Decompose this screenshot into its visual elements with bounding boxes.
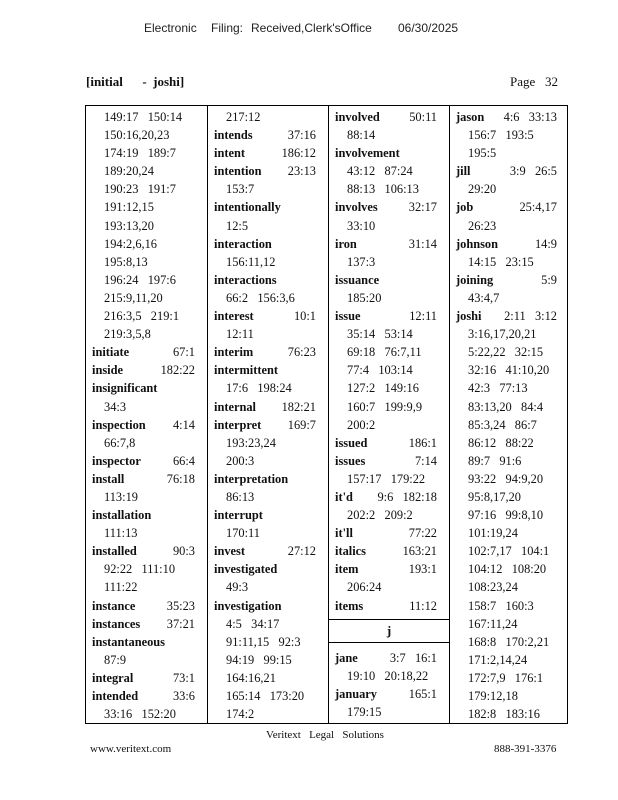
index-term: issue bbox=[335, 309, 361, 324]
page-reference: 76:23 bbox=[287, 345, 316, 360]
index-entry bbox=[214, 271, 322, 307]
page-reference-line: 94:19 99:15 bbox=[226, 652, 292, 667]
index-term: jason bbox=[456, 110, 485, 124]
stamp-received: Received,Clerk'sOffice bbox=[251, 21, 372, 35]
page-reference-line: 91:11,15 92:3 bbox=[226, 634, 301, 649]
page-reference-line: 111:22 bbox=[104, 580, 138, 595]
index-term: inspector bbox=[92, 453, 141, 468]
page-reference-line: 26:23 bbox=[468, 218, 497, 233]
page-reference: 186:12 bbox=[281, 146, 316, 161]
page-reference-line: 157:17 179:22 bbox=[347, 471, 426, 486]
page-reference-line: 189:20,24 bbox=[104, 164, 154, 179]
stamp-date: 06/30/2025 bbox=[398, 21, 459, 35]
index-term: instance bbox=[92, 598, 136, 613]
index-term: internal bbox=[214, 399, 256, 414]
index-term: interest bbox=[214, 309, 254, 324]
page-reference: 10:1 bbox=[293, 309, 316, 324]
page-reference-line: 42:3 77:13 bbox=[468, 381, 528, 396]
page-reference-line: 113:19 bbox=[104, 489, 138, 504]
index-term: inspection bbox=[92, 417, 146, 432]
page-number: Page 32 bbox=[509, 74, 558, 89]
index-entry bbox=[92, 633, 201, 669]
footer-website: www.veritext.com bbox=[90, 743, 172, 755]
page-reference: 66:4 bbox=[172, 453, 195, 468]
page-reference-line: 168:8 170:2,21 bbox=[468, 634, 550, 649]
page-reference: 2:11 3:12 bbox=[504, 309, 557, 324]
page-reference-line: 127:2 149:16 bbox=[347, 381, 419, 396]
page-reference-line: 66:2 156:3,6 bbox=[226, 290, 295, 305]
page-reference: 32:17 bbox=[408, 200, 437, 215]
index-entry bbox=[335, 524, 443, 542]
page-reference: 76:18 bbox=[166, 471, 195, 486]
page-range-header: [initial - joshi] bbox=[86, 74, 185, 89]
page-reference-line: 49:3 bbox=[226, 580, 249, 595]
page-reference: 3:9 26:5 bbox=[509, 164, 557, 179]
page-reference: 3:7 16:1 bbox=[389, 650, 437, 665]
page-reference-line: 89:7 91:6 bbox=[468, 453, 522, 468]
page-reference-line: 164:16,21 bbox=[226, 670, 276, 685]
page-reference-line: 97:16 99:8,10 bbox=[468, 508, 544, 523]
page-reference-line: 93:22 94:9,20 bbox=[468, 471, 544, 486]
page-reference-line: 92:22 111:10 bbox=[104, 562, 176, 577]
index-term: intention bbox=[214, 164, 262, 179]
index-entry bbox=[456, 307, 563, 723]
index-entry bbox=[335, 452, 443, 488]
index-entry bbox=[335, 560, 443, 596]
index-term: issued bbox=[335, 435, 368, 450]
page-reference-line: 200:3 bbox=[226, 453, 255, 468]
page-reference-line: 217:12 bbox=[226, 110, 261, 124]
index-term: issuance bbox=[335, 272, 380, 287]
index-entry bbox=[335, 108, 443, 144]
index-column-3 bbox=[328, 106, 449, 723]
index-term: interrupt bbox=[214, 508, 263, 523]
page-reference-line: 66:7,8 bbox=[104, 435, 136, 450]
page-reference-line: 101:19,24 bbox=[468, 526, 518, 541]
index-term: instances bbox=[92, 616, 141, 631]
index-term: invest bbox=[214, 544, 245, 559]
page-reference: 9:6 182:18 bbox=[377, 489, 437, 504]
page-reference-line: 149:17 150:14 bbox=[104, 110, 183, 124]
page-reference: 5:9 bbox=[541, 272, 557, 287]
page-reference-line: 190:23 191:7 bbox=[104, 182, 176, 197]
page-reference-line: 35:14 53:14 bbox=[347, 327, 413, 342]
page-reference-line: 196:24 197:6 bbox=[104, 272, 176, 287]
index-entry bbox=[456, 162, 563, 198]
index-term: insignificant bbox=[92, 381, 158, 396]
index-entry bbox=[335, 685, 443, 721]
index-entry bbox=[456, 271, 563, 307]
index-term: job bbox=[456, 200, 474, 215]
page-reference-line: 88:13 106:13 bbox=[347, 182, 419, 197]
page-reference-line: 102:7,17 104:1 bbox=[468, 544, 550, 559]
index-term: items bbox=[335, 598, 364, 613]
index-term: interim bbox=[214, 345, 254, 360]
page-reference-line: 156:11,12 bbox=[226, 254, 276, 269]
page-reference: 27:12 bbox=[287, 544, 316, 559]
index-entry bbox=[92, 506, 201, 542]
page-reference: 7:14 bbox=[414, 453, 437, 468]
page-reference-line: 185:20 bbox=[347, 290, 382, 305]
index-entry bbox=[92, 615, 201, 633]
index-term: jill bbox=[456, 164, 471, 179]
page-reference: 182:22 bbox=[160, 363, 195, 378]
index-term: involvement bbox=[335, 146, 400, 161]
page-reference-line: 193:23,24 bbox=[226, 435, 276, 450]
index-entry bbox=[335, 488, 443, 524]
stamp-filing: Filing: bbox=[211, 21, 244, 35]
page-reference: 11:12 bbox=[409, 598, 437, 613]
page-reference-line: 12:11 bbox=[226, 327, 254, 342]
page-reference-line: 83:13,20 84:4 bbox=[468, 399, 544, 414]
page-reference-line: 104:12 108:20 bbox=[468, 562, 547, 577]
index-term: interpret bbox=[214, 417, 262, 432]
page-reference-line: 111:13 bbox=[104, 526, 138, 541]
index-entry bbox=[335, 235, 443, 271]
page-reference: 31:14 bbox=[408, 236, 437, 251]
index-term: intends bbox=[214, 128, 253, 143]
page-reference-line: 88:14 bbox=[347, 128, 376, 143]
page-reference: 33:6 bbox=[172, 689, 195, 703]
index-term: italics bbox=[335, 544, 366, 559]
page-reference-line: 160:7 199:9,9 bbox=[347, 399, 423, 414]
index-term: joshi bbox=[456, 309, 482, 324]
page-reference-line: 179:15 bbox=[347, 704, 382, 719]
index-term: johnson bbox=[456, 236, 499, 251]
index-term: installation bbox=[92, 508, 152, 523]
index-column-4 bbox=[449, 106, 569, 723]
page-reference-line: 219:3,5,8 bbox=[104, 327, 151, 342]
page-reference-line: 174:2 bbox=[226, 707, 255, 722]
page-reference-line: 14:15 23:15 bbox=[468, 254, 534, 269]
index-term: initiate bbox=[92, 345, 130, 360]
page-reference-line: 179:12,18 bbox=[468, 689, 518, 703]
page-reference-line: 17:6 198:24 bbox=[226, 381, 292, 396]
index-term: interaction bbox=[214, 236, 272, 251]
page-reference: 73:1 bbox=[172, 670, 195, 685]
index-term: iron bbox=[335, 236, 357, 251]
index-term: investigated bbox=[214, 562, 278, 577]
index-term: intended bbox=[92, 689, 139, 703]
footer-phone: 888-391-3376 bbox=[494, 743, 557, 755]
index-term: it'd bbox=[335, 489, 353, 504]
page-reference: 37:21 bbox=[166, 616, 195, 631]
index-entry bbox=[456, 198, 563, 234]
page-reference-line: 4:5 34:17 bbox=[226, 616, 280, 631]
index-term: intent bbox=[214, 146, 245, 161]
index-term: integral bbox=[92, 670, 134, 685]
page-reference-line: 86:12 88:22 bbox=[468, 435, 534, 450]
page-reference: 50:11 bbox=[409, 110, 437, 124]
page-reference: 77:22 bbox=[408, 526, 437, 541]
index-entry bbox=[214, 560, 322, 596]
index-term: installed bbox=[92, 544, 137, 559]
index-entry bbox=[214, 343, 322, 361]
index-entry bbox=[214, 597, 322, 724]
page-reference-line: 167:11,24 bbox=[468, 616, 518, 631]
page-reference-line: 33:16 152:20 bbox=[104, 707, 176, 722]
page-reference-line: 202:2 209:2 bbox=[347, 508, 413, 523]
page-reference-line: 108:23,24 bbox=[468, 580, 518, 595]
page-reference-line: 19:10 20:18,22 bbox=[347, 668, 429, 683]
index-entry bbox=[92, 542, 201, 596]
page-reference-line: 85:3,24 86:7 bbox=[468, 417, 537, 432]
index-entry bbox=[214, 144, 322, 162]
index-column-2 bbox=[207, 106, 328, 723]
index-term: issues bbox=[335, 453, 366, 468]
index-entry bbox=[335, 144, 443, 198]
index-entry bbox=[214, 198, 322, 234]
page-reference: 4:14 bbox=[172, 417, 195, 432]
index-entry bbox=[92, 108, 201, 343]
index-entry bbox=[214, 307, 322, 343]
page-reference-line: 12:5 bbox=[226, 218, 249, 233]
page-reference-line: 77:4 103:14 bbox=[347, 363, 413, 378]
page-reference-line: 137:3 bbox=[347, 254, 376, 269]
page-reference-line: 69:18 76:7,11 bbox=[347, 345, 422, 360]
page-reference-line: 156:7 193:5 bbox=[468, 128, 534, 143]
index-term: inside bbox=[92, 363, 123, 378]
index-entry bbox=[92, 343, 201, 361]
index-term: interactions bbox=[214, 272, 277, 287]
index-term: item bbox=[335, 562, 359, 577]
index-term: involves bbox=[335, 200, 378, 215]
index-entry bbox=[456, 108, 563, 162]
page-reference: 35:23 bbox=[166, 598, 195, 613]
index-entry bbox=[335, 649, 443, 685]
index-entry bbox=[214, 542, 322, 560]
letter-section-heading: j bbox=[329, 619, 449, 643]
page-reference-line: 5:22,22 32:15 bbox=[468, 345, 544, 360]
page-reference-line: 153:7 bbox=[226, 182, 255, 197]
page-reference-line: 32:16 41:10,20 bbox=[468, 363, 550, 378]
index-entry bbox=[92, 687, 201, 723]
page-reference-line: 174:19 189:7 bbox=[104, 146, 176, 161]
page-reference-line: 200:2 bbox=[347, 417, 376, 432]
index-term: it'll bbox=[335, 526, 353, 541]
index-term: investigation bbox=[214, 598, 282, 613]
index-entry bbox=[214, 126, 322, 144]
index-column-1 bbox=[86, 106, 207, 723]
footer-company: Veritext Legal Solutions bbox=[266, 729, 384, 741]
index-entry bbox=[335, 198, 443, 234]
index-term: intentionally bbox=[214, 200, 281, 215]
index-entry bbox=[92, 597, 201, 615]
page-reference: 90:3 bbox=[172, 544, 195, 559]
page-reference-line: 215:9,11,20 bbox=[104, 290, 163, 305]
page-reference-line: 171:2,14,24 bbox=[468, 652, 528, 667]
page-reference-line: 43:12 87:24 bbox=[347, 164, 413, 179]
page-reference-line: 33:10 bbox=[347, 218, 376, 233]
index-term: install bbox=[92, 471, 125, 486]
index-entry bbox=[92, 379, 201, 415]
index-entry bbox=[214, 416, 322, 470]
page-reference: 25:4,17 bbox=[519, 200, 557, 215]
index-entry bbox=[335, 271, 443, 307]
page-reference: 67:1 bbox=[172, 345, 195, 360]
index-entry bbox=[335, 597, 443, 615]
index-entry bbox=[92, 416, 201, 452]
index-entry bbox=[92, 669, 201, 687]
page-reference-line: 195:5 bbox=[468, 146, 497, 161]
page-reference-line: 206:24 bbox=[347, 580, 382, 595]
index-entry bbox=[335, 434, 443, 452]
index-entry bbox=[92, 470, 201, 506]
page-reference-line: 158:7 160:3 bbox=[468, 598, 534, 613]
page-reference: 23:13 bbox=[287, 164, 316, 179]
index-entry bbox=[214, 470, 322, 506]
page-reference-line: 216:3,5 219:1 bbox=[104, 309, 180, 324]
page-reference-line: 194:2,6,16 bbox=[104, 236, 158, 251]
page-reference-line: 95:8,17,20 bbox=[468, 489, 522, 504]
page-reference: 163:21 bbox=[402, 544, 437, 559]
stamp-electronic: Electronic bbox=[144, 21, 197, 35]
index-entry bbox=[214, 162, 322, 198]
page-reference-line: 150:16,20,23 bbox=[104, 128, 170, 143]
index-entry bbox=[335, 542, 443, 560]
index-term: joining bbox=[456, 272, 494, 287]
index-entry bbox=[456, 235, 563, 271]
page-reference: 4:6 33:13 bbox=[503, 110, 557, 124]
page-reference-line: 172:7,9 176:1 bbox=[468, 670, 544, 685]
index-entry bbox=[214, 506, 322, 542]
page-reference-line: 34:3 bbox=[104, 399, 127, 414]
page-reference: 169:7 bbox=[287, 417, 316, 432]
page-reference: 182:21 bbox=[281, 399, 316, 414]
page-reference-line: 191:12,15 bbox=[104, 200, 154, 215]
page-reference: 193:1 bbox=[408, 562, 437, 577]
index-term: involved bbox=[335, 110, 380, 124]
index-term: interpretation bbox=[214, 471, 289, 486]
page-reference-line: 182:8 183:16 bbox=[468, 707, 540, 722]
page-reference: 37:16 bbox=[287, 128, 316, 143]
page-reference-line: 86:13 bbox=[226, 489, 255, 504]
index-entry bbox=[214, 398, 322, 416]
index-term: instantaneous bbox=[92, 634, 165, 649]
index-entry bbox=[92, 452, 201, 470]
page-reference-line: 195:8,13 bbox=[104, 254, 148, 269]
index-entry bbox=[214, 361, 322, 397]
index-term: jane bbox=[335, 650, 358, 665]
index-entry bbox=[214, 108, 322, 126]
index-entry bbox=[335, 307, 443, 434]
page-reference-line: 43:4,7 bbox=[468, 290, 500, 305]
page-reference-line: 87:9 bbox=[104, 652, 127, 667]
page-reference: 165:1 bbox=[408, 686, 437, 701]
page-reference-line: 165:14 173:20 bbox=[226, 689, 305, 703]
index-term: intermittent bbox=[214, 363, 278, 378]
page-reference-line: 29:20 bbox=[468, 182, 497, 197]
index-entry bbox=[92, 361, 201, 379]
page-reference: 186:1 bbox=[408, 435, 437, 450]
page-reference-line: 193:13,20 bbox=[104, 218, 154, 233]
index-term: january bbox=[335, 686, 377, 701]
page-reference-line: 170:11 bbox=[226, 526, 260, 541]
page-reference-line: 3:16,17,20,21 bbox=[468, 327, 537, 342]
word-index-table bbox=[85, 105, 568, 724]
index-entry bbox=[214, 235, 322, 271]
page-reference: 14:9 bbox=[534, 236, 557, 251]
page-reference: 12:11 bbox=[409, 309, 437, 324]
